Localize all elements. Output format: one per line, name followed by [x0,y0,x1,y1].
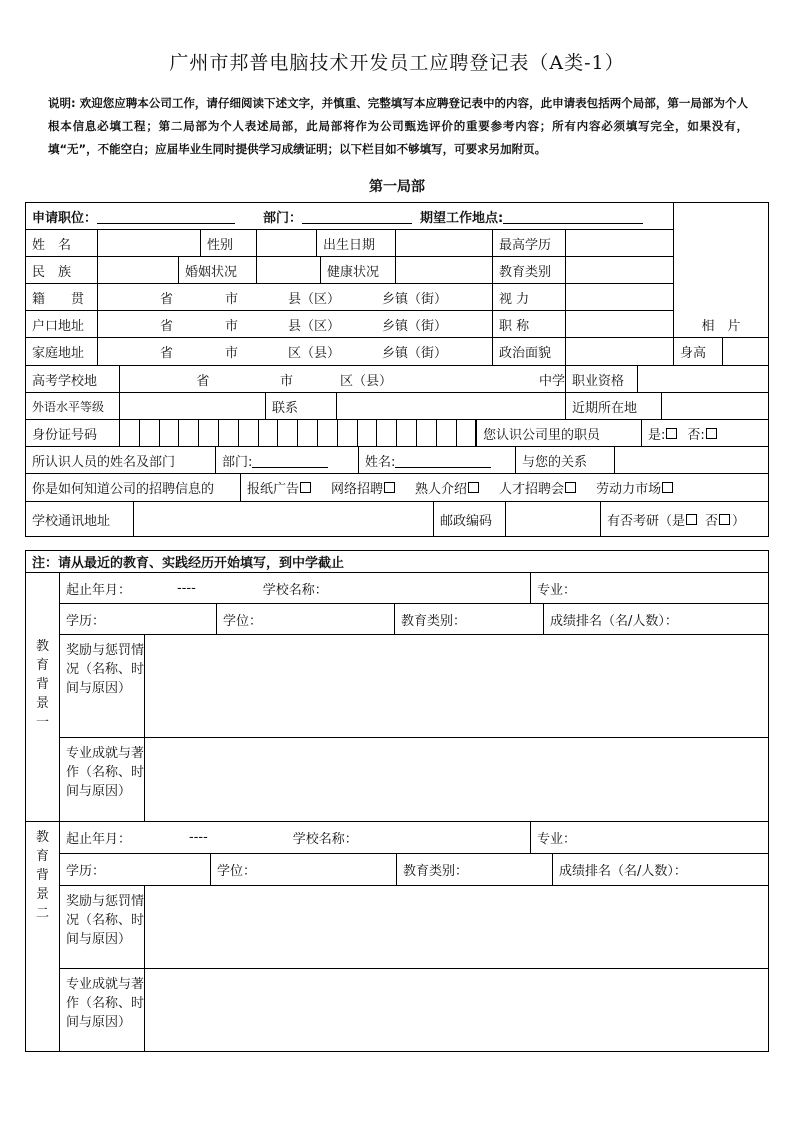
edu2-awards-input[interactable] [144,885,769,969]
title-rank-label: 职 称 [492,310,566,338]
vision-label: 视 力 [492,283,566,311]
province-text: 省 [196,373,210,389]
edu1-achievements-label: 专业成就与著作（名称、时间与原因） [59,737,145,822]
edu-note: 注：请从最近的教育、实践经历开始填写，到中学截止 [25,550,769,573]
edu1-awards-label: 奖励与惩罚情况（名称、时间与原因） [59,634,145,738]
marital-label: 婚姻状况 [178,256,257,284]
edu1-rank[interactable] [543,603,769,635]
id-digit-cell[interactable] [238,419,259,447]
edu1-achievements-input[interactable] [144,737,769,822]
edu2-degree[interactable] [210,853,397,886]
id-digit-cell[interactable] [416,419,437,447]
edu1-period-dashes: ---- [177,580,196,596]
township-text: 乡镇（街） [382,346,448,361]
id-digit-cell[interactable] [436,419,457,447]
department-input[interactable] [302,209,412,224]
gender-label: 性别 [200,229,257,257]
birth-date-label: 出生日期 [316,229,396,257]
apply-position-label: 申请职位： [32,210,98,226]
contact-input[interactable] [336,392,566,420]
edu2-achievements-input[interactable] [144,968,769,1052]
home-input[interactable] [97,337,493,366]
district-text: 区（县） [288,346,341,361]
province-text: 省 [160,291,174,307]
department-label: 部门： [263,210,303,226]
edu2-rank-label: 成绩排名（名/人数）： [559,864,687,879]
expected-location-input[interactable] [503,209,643,224]
political-input[interactable] [565,337,674,366]
how-know-label: 你是如何知道公司的招聘信息的 [25,473,241,502]
ethnicity-input[interactable] [97,256,179,284]
household-label: 户口地址 [25,310,98,338]
health-label: 健康状况 [320,256,396,284]
edu1-degree[interactable] [216,603,395,635]
staff-name-cell [358,446,516,474]
id-digit-cell[interactable] [198,419,219,447]
edu-bg2-label: 教育背景二 [25,821,60,1052]
id-digit-cell[interactable] [456,419,477,447]
opt-job-fair-checkbox[interactable] [565,482,576,493]
health-input[interactable] [395,256,493,284]
qualification-label: 职业资格 [565,365,638,393]
edu2-achievements-label: 专业成就与著作（名称、时间与原因） [59,968,145,1052]
contact-label: 联系 [265,392,337,420]
opt-labor-market-checkbox[interactable] [662,482,673,493]
edu2-type[interactable] [396,853,553,886]
home-label: 家庭地址 [25,337,98,366]
ethnicity-label: 民 族 [25,256,98,284]
postcode-input[interactable] [505,501,601,537]
edu2-major-label: 专业： [537,832,577,847]
opt-referral-label: 熟人介绍 [415,482,468,497]
political-label: 政治面貌 [492,337,566,366]
opt-online-label: 网络招聘 [331,482,384,497]
edu2-awards-label: 奖励与惩罚情况（名称、时间与原因） [59,885,145,969]
id-digit-cell[interactable] [376,419,397,447]
title-rank-input[interactable] [565,310,674,338]
know-staff-label: 您认识公司里的职员 [476,419,642,447]
township-text: 乡镇（街） [382,291,448,307]
id-digit-cell[interactable] [396,419,417,447]
postgrad-no-checkbox[interactable] [719,514,730,525]
edu2-degree-level-label: 学历： [66,864,106,879]
exam-place-input[interactable] [119,365,566,393]
highest-edu-input[interactable] [565,229,674,257]
no-label: 否: [687,427,705,443]
id-digit-cell[interactable] [337,419,358,447]
staff-name-input[interactable] [395,453,491,468]
edu1-major[interactable] [530,572,769,604]
id-digit-cell[interactable] [258,419,279,447]
id-digit-cell[interactable] [159,419,180,447]
edu2-major[interactable] [530,821,769,854]
staff-dept-input[interactable] [252,453,328,468]
yes-label: 是: [648,427,666,443]
edu-type-label: 教育类别 [492,256,566,284]
recent-location-label: 近期所在地 [565,392,662,420]
edu2-period-label: 起止年月： [66,832,132,847]
edu2-type-label: 教育类别： [403,864,469,879]
yes-checkbox[interactable] [666,428,677,439]
apply-position-input[interactable] [97,209,235,224]
no-checkbox[interactable] [706,428,717,439]
postgrad-yes-checkbox[interactable] [686,514,697,525]
instructions-note: 说明: 欢迎您应聘本公司工作，请仔细阅读下述文字，并慎重、完整填写本应聘登记表中的内容，此申请表包括两个局部，第一局部为个人根本信息必填工程；第二局部为个人表述局部，此局部将作为公司甄选评价的重要参考内容；所有内容必须填写完全，如果没有，填“无”，不能空白；应届毕业生同时提供学习成绩证明；以下栏目如不够填写，可要求另加附页。 [48,96,748,156]
middle-school-text: 中学 [538,373,565,389]
section-heading: 第一局部 [369,179,425,195]
id-digit-cell[interactable] [218,419,239,447]
postgrad-yes-label: 有否考研（是 [607,513,686,529]
id-digit-cell[interactable] [277,419,298,447]
edu1-degree-label: 学位： [223,613,263,629]
name-input[interactable] [97,229,201,257]
edu1-type[interactable] [394,603,544,635]
highest-edu-label: 最高学历 [492,229,566,257]
edu1-awards-input[interactable] [144,634,769,738]
foreign-lang-label: 外语水平等级 [25,392,120,420]
opt-newspaper-label: 报纸广告 [247,482,300,497]
edu-bg1-label: 教育背景一 [25,572,60,822]
id-digit-cell[interactable] [297,419,318,447]
edu2-rank[interactable] [552,853,769,886]
native-place-input[interactable] [97,283,493,311]
edu-type-input[interactable] [565,256,674,284]
school-address-input[interactable] [133,501,434,537]
recent-location-input[interactable] [661,392,769,420]
marital-input[interactable] [256,256,321,284]
city-text: 市 [279,373,293,389]
edu2-degree-level[interactable] [59,853,211,886]
id-digit-cell[interactable] [119,419,140,447]
exam-place-label: 高考学校地 [25,365,120,393]
township-text: 乡镇（街） [382,318,448,334]
city-text: 市 [225,318,239,334]
id-digit-cell[interactable] [357,419,378,447]
opt-job-fair-label: 人才招聘会 [499,482,565,497]
id-digit-cell[interactable] [139,419,160,447]
edu2-period-dashes: ---- [189,830,208,845]
city-text: 市 [225,346,239,361]
relation-label: 与您的关系 [515,446,615,474]
apply-row [25,202,674,230]
photo-label: 相 片 [701,318,741,334]
birth-date-input[interactable] [395,229,493,257]
opt-referral-checkbox[interactable] [468,482,479,493]
staff-dept-label: 部门: [222,454,253,470]
staff-name-label: 姓名: [365,454,396,470]
postcode-label: 邮政编码 [433,501,506,537]
vision-input[interactable] [565,283,674,311]
city-text: 市 [225,291,239,307]
postgrad-cell [600,501,769,537]
edu1-rank-label: 成绩排名（名/人数）： [550,613,678,629]
form-title: 广州市邦普电脑技术开发员工应聘登记表（A类-1） [169,52,625,74]
school-address-label: 学校通讯地址 [25,501,134,537]
province-text: 省 [160,318,174,334]
id-number-label: 身份证号码 [25,419,120,447]
how-know-options [240,473,769,502]
edu1-period-school [59,572,531,604]
staff-dept-cell [215,446,359,474]
opt-labor-market-label: 劳动力市场 [596,482,662,497]
edu1-major-label: 专业： [537,582,577,598]
edu1-degree-level-label: 学历： [66,613,106,629]
relation-input[interactable] [614,446,769,474]
postgrad-no-label: 否 [705,513,719,529]
county-text: 县（区） [288,291,341,307]
qualification-input[interactable] [637,365,769,393]
edu2-school-label: 学校名称： [292,832,358,847]
gender-input[interactable] [256,229,317,257]
district-text: 区（县） [340,373,393,389]
id-digit-cell[interactable] [178,419,199,447]
county-text: 县（区） [288,318,341,334]
household-input[interactable] [97,310,493,338]
id-digit-cell[interactable] [317,419,338,447]
native-place-label: 籍 贯 [25,283,98,311]
edu2-period-school [59,821,531,854]
edu2-degree-label: 学位： [217,864,257,879]
edu1-period-label: 起止年月： [66,582,132,598]
edu1-school-label: 学校名称： [262,582,328,598]
foreign-lang-input[interactable] [119,392,266,420]
staff-name-dept-label: 所认识人员的姓名及部门 [25,446,216,474]
expected-location-label: 期望工作地点: [420,210,504,226]
edu1-degree-level[interactable] [59,603,217,635]
height-label: 身高 [673,337,723,366]
opt-online-checkbox[interactable] [384,482,395,493]
province-text: 省 [160,346,174,361]
height-input[interactable] [722,337,769,366]
know-staff-choice [641,419,769,447]
name-label: 姓 名 [25,229,98,257]
opt-newspaper-checkbox[interactable] [300,482,311,493]
postgrad-close: ） [732,513,746,529]
edu1-type-label: 教育类别： [401,613,467,629]
